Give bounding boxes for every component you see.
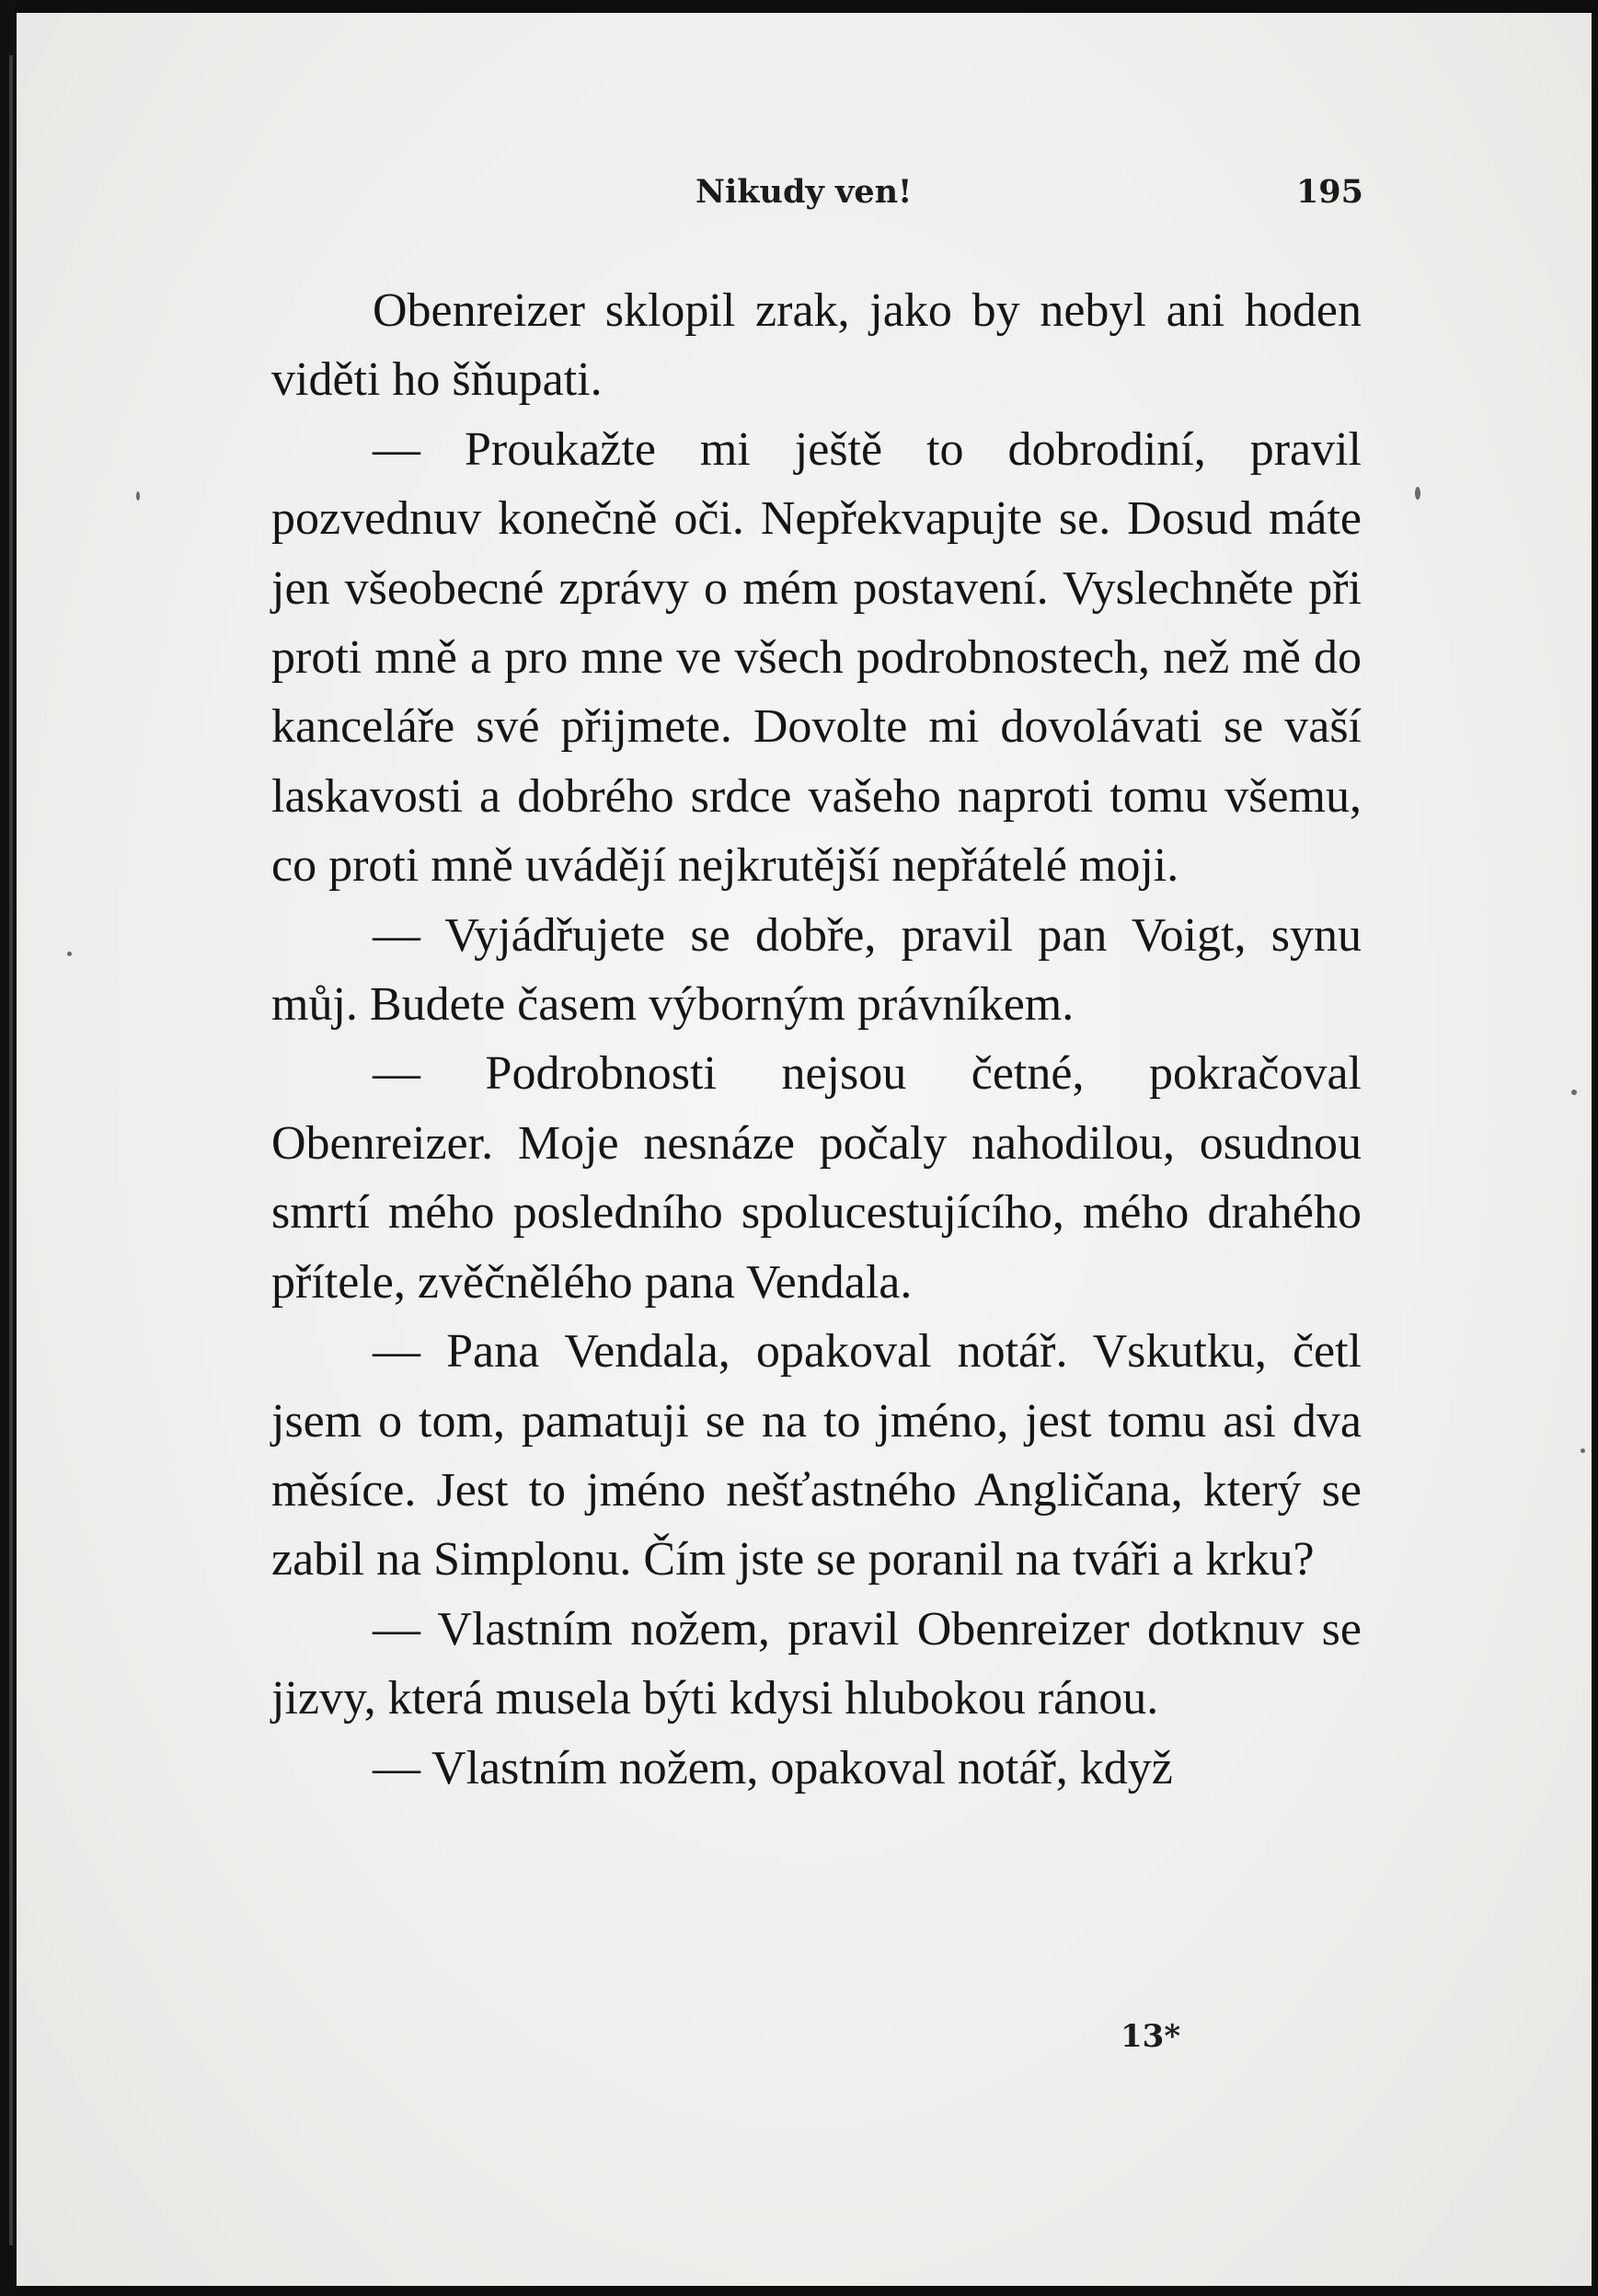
- paragraph: — Vlastním nožem, opakoval notář, když: [373, 1741, 1173, 1794]
- paragraph: Obenreizer sklopil zrak, jako by nebyl ani hoden viděti ho šňupati.: [271, 284, 1362, 407]
- print-speck: [136, 491, 140, 501]
- paragraph: — Pana Vendala, opakoval notář. Vskutku, četl jsem o tom, pamatuji se na to jméno, jest tomu asi dva měsíce. Jest to jméno nešťastného Angličana, který se zabil na Simplonu. Čím jste se poranil na tváři a krku?: [271, 1325, 1362, 1586]
- print-speck: [1581, 1448, 1585, 1453]
- paragraph: — Proukažte mi ještě to dobrodiní, pravil pozvednuv konečně oči. Nepřekvapujte se. Dosud máte jen všeobecné zprávy o mém postavení. Vyslechněte při proti mně a pro mne ve všech podrobnostech, než mě do kanceláře své přijmete. Dovolte mi dovolávati se vaší laskavosti a dobrého srdce vašeho naproti tomu všemu, co proti mně uvádějí nejkrutější nepřátelé moji.: [271, 422, 1362, 893]
- paragraph: — Podrobnosti nejsou četné, pokračoval Obenreizer. Moje nesnáze počaly nahodilou, osudnou smrtí mého posledního spolucestujícího, mého drahého přítele, zvěčnělého pana Vendala.: [271, 1047, 1362, 1309]
- paragraph: — Vlastním nožem, pravil Obenreizer dotknuv se jizvy, která musela býti kdysi hlubokou ránou.: [271, 1602, 1362, 1725]
- paragraph: — Vyjádřujete se dobře, pravil pan Voigt, synu můj. Budete časem výborným právníkem.: [271, 908, 1362, 1032]
- page-number: 195: [1295, 173, 1363, 211]
- chapter-title: Nikudy ven!: [696, 173, 913, 211]
- print-speck: [1415, 487, 1420, 500]
- print-speck: [1571, 1090, 1577, 1095]
- signature-mark: 13*: [1121, 2018, 1181, 2055]
- page-left-edge: [0, 0, 17, 2296]
- body-text: [271, 276, 1362, 1803]
- print-speck: [67, 952, 72, 956]
- running-header: [258, 173, 1363, 219]
